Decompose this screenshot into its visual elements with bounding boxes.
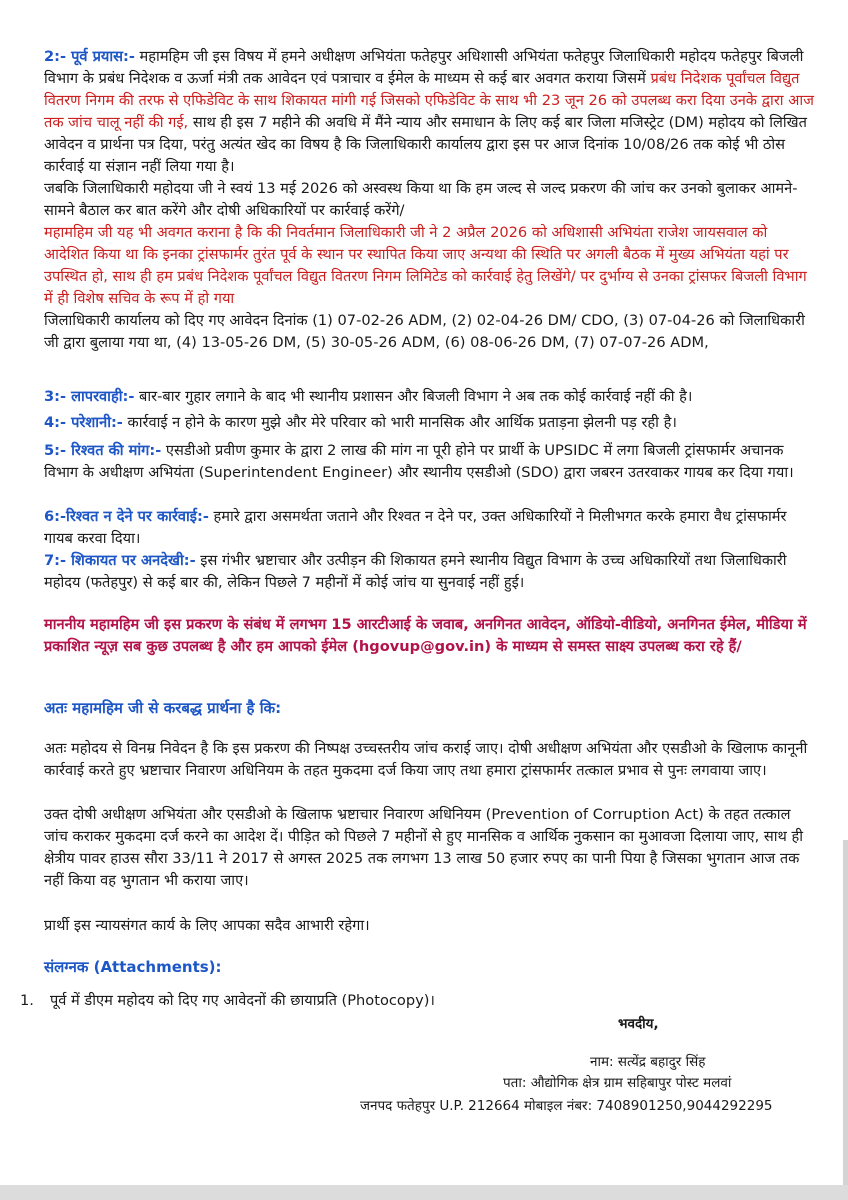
section-bribe-demand	[44, 440, 814, 484]
section-text: हमारे द्वारा असमर्थता जताने और रिश्वत न देने पर, उक्त अधिकारियों ने मिलीभगत करके हमारा वैध ट्रांसफार्मर गायब करवा दिया।	[44, 508, 787, 547]
gratitude-line: प्रार्थी इस न्यायसंगत कार्य के लिए आपका सदैव आभारी रहेगा।	[44, 917, 370, 934]
section-heading: 5:- रिश्वत की मांग:-	[44, 442, 162, 459]
sender-address: पता: औद्योगिक क्षेत्र ग्राम सहिबापुर पोस्ट मलवां	[503, 1075, 732, 1091]
red-text: महामहिम जी यह भी अवगत कराना है कि की निवर्तमान जिलाधिकारी जी ने 2 अप्रैल 2026 को अधिशासी अभियंता राजेश जायसवाल को आदेशित किया था कि इनका ट्रांसफार्मर तुरंत पूर्व के स्थान पर स्थापित किया जाए अन्यथा की स्थिति पर अगली बैठक में मुख्य अभियंता यहां पर उपस्थित हो, साथ ही हम प्रबंध निदेशक पूर्वांचल विद्युत वितरण निगम लिमिटेड को कार्रवाई हेतु लिखेंगे/ पर दुर्भाग्य से उनका ट्रांसफर बिजली विभाग में ही विशेष सचिव के रूप में हो गया	[44, 224, 807, 307]
evidence-notice: माननीय महामहिम जी इस प्रकरण के संबंध में लगभग 15 आरटीआई के जवाब, अनगिनत आवेदन, ऑडियो-वीडियो, अनगिनत ईमेल, मीडिया में प्रकाशित न्यूज़ सब कुछ उपलब्ध है और हम आपको ईमेल (hgovup@gov.in) के माध्यम से समस्त साक्ष्य उपलब्ध करा रहे हैं/	[44, 616, 807, 655]
section-heading: 7:- शिकायत पर अनदेखी:-	[44, 552, 196, 569]
sender-district-phone: जनपद फतेहपुर U.P. 212664 मोबाइल नंबर: 7408901250,9044292295	[360, 1098, 773, 1114]
prayer-title: अतः महामहिम जी से करबद्ध प्रार्थना है कि:	[44, 699, 282, 717]
attachments-title: संलग्नक (Attachments):	[44, 958, 222, 976]
section-complaint-ignored	[44, 550, 814, 594]
section-text: बार-बार गुहार लगाने के बाद भी स्थानीय प्रशासन और बिजली विभाग ने अब तक कोई कार्रवाई नहीं की है।	[134, 388, 693, 405]
closing: भवदीय,	[618, 1016, 659, 1032]
section-text: कार्रवाई न होने के कारण मुझे और मेरे परिवार को भारी मानसिक और आर्थिक प्रताड़ना झेलनी पड़ रही है।	[122, 414, 677, 431]
attachment-number: 1.	[20, 992, 34, 1009]
prayer-paragraph-2: उक्त दोषी अधीक्षण अभियंता और एसडीओ के खिलाफ भ्रष्टाचार निवारण अधिनियम (Prevention of Corruption Act) के तहत तत्काल जांच कराकर मुकदमा दर्ज करने का आदेश दें। पीड़ित को पिछले 7 महीनों से हुए मानसिक व आर्थिक नुकसान का मुआवजा दिलाया जाए, साथ ही क्षेत्रीय पावर हाउस सौरा 33/11 ने 2017 से अगस्त 2025 तक लगभग 13 लाख 50 हजार रुपए का पानी पिया है जिसका भुगतान आज तक नहीं किया वह भुगतान भी कराया जाए।	[44, 806, 803, 889]
section-text: इस गंभीर भ्रष्टाचार और उत्पीड़न की शिकायत हमने स्थानीय विद्युत विभाग के उच्च अधिकारियों तथा जिलाधिकारी महोदय (फतेहपुर) से कई बार की, लेकिन पिछले 7 महीनों में कोई जांच या सुनवाई नहीं हुई।	[44, 552, 787, 591]
section-text: एसडीओ प्रवीण कुमार के द्वारा 2 लाख की मांग ना पूरी होने पर प्रार्थी के UPSIDC में लगा बिजली ट्रांसफार्मर अचानक विभाग के अधीक्षण अभियंता (Superintendent Engineer) और स्थानीय एसडीओ (SDO) द्वारा जबरन उतरवाकर गायब कर दिया गया।	[44, 442, 794, 481]
sender-name: नाम: सत्येंद्र बहादुर सिंह	[590, 1054, 706, 1070]
section-text: साथ ही इस 7 महीने की अवधि में मैंने न्याय और समाधान के लिए कई बार जिला मजिस्ट्रेट (DM) महोदय को लिखित आवेदन व प्रार्थना पत्र दिया, परंतु अत्यंत खेद का विषय है कि जिलाधिकारी कार्यालय द्वारा इस पर आज दिनांक 10/08/26 तक कोई भी ठोस कार्रवाई या संज्ञान नहीं लिया गया है।	[44, 114, 807, 175]
section-negligence	[44, 386, 814, 408]
page-bottom-edge	[0, 1185, 848, 1200]
section-action-refusal	[44, 506, 814, 550]
attachment-item	[20, 990, 435, 1012]
section-text: जिलाधिकारी कार्यालय को दिए गए आवेदन दिनांक (1) 07-02-26 ADM, (2) 02-04-26 DM/ CDO, (3) 07-04-26 को जिलाधिकारी जी द्वारा बुलाया गया था, (4) 13-05-26 DM, (5) 30-05-26 ADM, (6) 08-06-26 DM, (7) 07-07-26 ADM,	[44, 312, 805, 351]
section-text: जबकि जिलाधिकारी महोदया जी ने स्वयं 13 मई 2026 को अस्वस्थ किया था कि हम जल्द से जल्द प्रकरण की जांच कर उनको बुलाकर आमने-सामने बैठाल कर बात करेंगे और दोषी अधिकारियों पर कार्रवाई करेंगे/	[44, 180, 798, 219]
attachment-text: पूर्व में डीएम महोदय को दिए गए आवेदनों की छायाप्रति (Photocopy)।	[50, 992, 435, 1009]
section-heading: 2:- पूर्व प्रयास:-	[44, 48, 135, 65]
section-previous-efforts	[44, 46, 814, 354]
section-heading: 4:- परेशानी:-	[44, 414, 123, 431]
prayer-paragraph-1: अतः महोदय से विनम्र निवेदन है कि इस प्रकरण की निष्पक्ष उच्चस्तरीय जांच कराई जाए। दोषी अधीक्षण अभियंता और एसडीओ के खिलाफ कानूनी कार्रवाई करते हुए भ्रष्टाचार निवारण अधिनियम के तहत मुकदमा दर्ज किया जाए तथा हमारा ट्रांसफार्मर तत्काल प्रभाव से पुनः लगवाया जाए।	[44, 740, 808, 779]
section-trouble	[44, 412, 814, 434]
red-text: प्रबंध निदेशक पूर्वांचल विद्युत वितरण निगम की तरफ से एफिडेविट के साथ शिकायत मांगी गई जिसको एफिडेविट के साथ भी 23 जून 26 को उपलब्ध करा दिया उनके द्वारा आज तक जांच चालू नहीं की गई,	[44, 70, 814, 131]
section-text: महामहिम जी इस विषय में हमने अधीक्षण अभियंता फतेहपुर अधिशासी अभियंता फतेहपुर जिलाधिकारी महोदय फतेहपुर बिजली विभाग के प्रबंध निदेशक व ऊर्जा मंत्री तक आवेदन एवं पत्राचार व ईमेल के माध्यम से कई बार अवगत कराया जिसमें	[44, 48, 804, 87]
page-edge-shadow	[843, 840, 848, 1185]
section-heading: 6:-रिश्वत न देने पर कार्रवाई:-	[44, 508, 209, 525]
section-heading: 3:- लापरवाही:-	[44, 388, 135, 405]
